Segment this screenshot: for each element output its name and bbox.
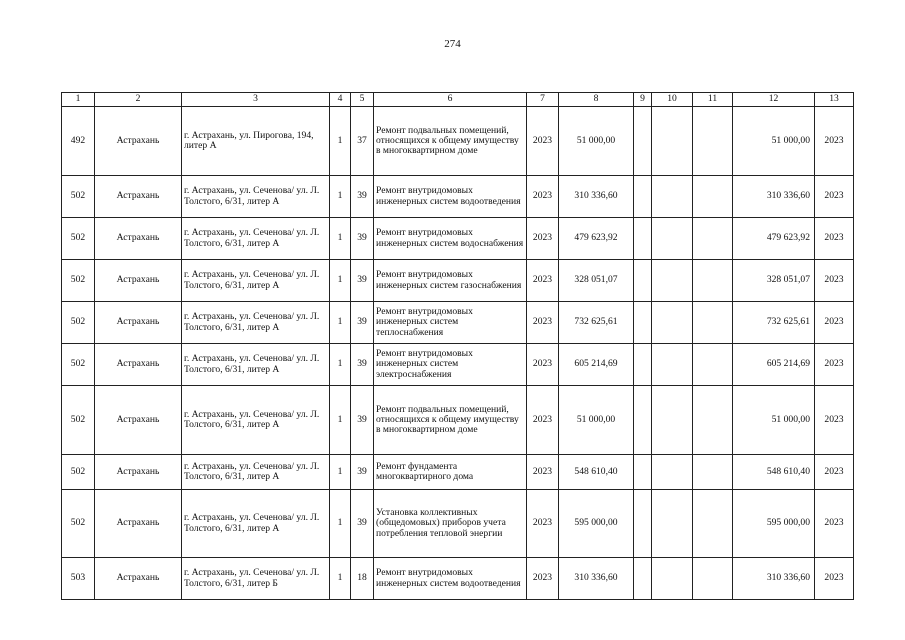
cell-city: Астрахань [95, 344, 182, 386]
cell-col4: 1 [330, 386, 351, 455]
cell-year: 2023 [527, 558, 559, 600]
cell-total: 548 610,40 [733, 455, 815, 490]
cell-work-type: Ремонт внутридомовых инженерных систем водоснабжения [374, 218, 527, 260]
cell-col10 [652, 107, 693, 176]
cell-address: г. Астрахань, ул. Сеченова/ ул. Л. Толстого, 6/31, литер Б [182, 558, 330, 600]
column-header: 12 [733, 93, 815, 107]
cell-year: 2023 [527, 260, 559, 302]
cell-address: г. Астрахань, ул. Сеченова/ ул. Л. Толстого, 6/31, литер А [182, 218, 330, 260]
cell-col4: 1 [330, 176, 351, 218]
cell-col10 [652, 558, 693, 600]
cell-col11 [693, 386, 733, 455]
column-header: 7 [527, 93, 559, 107]
cell-total: 310 336,60 [733, 558, 815, 600]
cell-col9 [634, 302, 652, 344]
cell-number: 502 [62, 302, 95, 344]
cell-total: 479 623,92 [733, 218, 815, 260]
cell-col10 [652, 490, 693, 558]
cell-amount: 51 000,00 [559, 107, 634, 176]
cell-col5: 39 [351, 455, 374, 490]
cell-total: 595 000,00 [733, 490, 815, 558]
column-header: 10 [652, 93, 693, 107]
column-header: 11 [693, 93, 733, 107]
cell-col5: 39 [351, 490, 374, 558]
cell-amount: 595 000,00 [559, 490, 634, 558]
cell-work-type: Ремонт внутридомовых инженерных систем водоотведения [374, 176, 527, 218]
cell-work-type: Ремонт внутридомовых инженерных систем водоотведения [374, 558, 527, 600]
column-header: 13 [815, 93, 854, 107]
cell-number: 502 [62, 176, 95, 218]
cell-number: 503 [62, 558, 95, 600]
cell-total: 732 625,61 [733, 302, 815, 344]
cell-work-type: Установка коллективных (общедомовых) приборов учета потребления тепловой энергии [374, 490, 527, 558]
cell-work-type: Ремонт внутридомовых инженерных систем теплоснабжения [374, 302, 527, 344]
cell-col4: 1 [330, 558, 351, 600]
cell-col5: 39 [351, 344, 374, 386]
cell-year-end: 2023 [815, 344, 854, 386]
cell-col10 [652, 344, 693, 386]
cell-work-type: Ремонт внутридомовых инженерных систем электроснабжения [374, 344, 527, 386]
cell-city: Астрахань [95, 386, 182, 455]
column-header: 8 [559, 93, 634, 107]
cell-number: 492 [62, 107, 95, 176]
cell-col9 [634, 558, 652, 600]
table-row [62, 107, 854, 176]
cell-city: Астрахань [95, 302, 182, 344]
table-row [62, 176, 854, 218]
cell-col10 [652, 218, 693, 260]
cell-year-end: 2023 [815, 386, 854, 455]
cell-col9 [634, 176, 652, 218]
table-row [62, 302, 854, 344]
cell-address: г. Астрахань, ул. Сеченова/ ул. Л. Толстого, 6/31, литер А [182, 260, 330, 302]
cell-address: г. Астрахань, ул. Сеченова/ ул. Л. Толстого, 6/31, литер А [182, 344, 330, 386]
cell-city: Астрахань [95, 558, 182, 600]
cell-work-type: Ремонт подвальных помещений, относящихся к общему имуществу в многоквартирном доме [374, 107, 527, 176]
cell-col11 [693, 260, 733, 302]
cell-year-end: 2023 [815, 302, 854, 344]
cell-work-type: Ремонт подвальных помещений, относящихся к общему имуществу в многоквартирном доме [374, 386, 527, 455]
cell-col5: 39 [351, 176, 374, 218]
cell-col4: 1 [330, 344, 351, 386]
cell-col5: 37 [351, 107, 374, 176]
cell-address: г. Астрахань, ул. Сеченова/ ул. Л. Толстого, 6/31, литер А [182, 455, 330, 490]
cell-number: 502 [62, 218, 95, 260]
cell-col9 [634, 455, 652, 490]
cell-col11 [693, 218, 733, 260]
cell-col10 [652, 260, 693, 302]
table-row [62, 455, 854, 490]
cell-number: 502 [62, 344, 95, 386]
cell-col9 [634, 344, 652, 386]
cell-number: 502 [62, 260, 95, 302]
table-row [62, 490, 854, 558]
cell-year-end: 2023 [815, 490, 854, 558]
column-header: 5 [351, 93, 374, 107]
cell-year: 2023 [527, 455, 559, 490]
table-row [62, 344, 854, 386]
cell-city: Астрахань [95, 260, 182, 302]
cell-col5: 39 [351, 218, 374, 260]
cell-year: 2023 [527, 302, 559, 344]
header-row [62, 93, 854, 107]
cell-col11 [693, 490, 733, 558]
cell-amount: 548 610,40 [559, 455, 634, 490]
cell-col10 [652, 302, 693, 344]
cell-year: 2023 [527, 218, 559, 260]
cell-col9 [634, 490, 652, 558]
cell-address: г. Астрахань, ул. Сеченова/ ул. Л. Толстого, 6/31, литер А [182, 176, 330, 218]
cell-year: 2023 [527, 176, 559, 218]
cell-year-end: 2023 [815, 218, 854, 260]
cell-col11 [693, 344, 733, 386]
cell-col4: 1 [330, 490, 351, 558]
cell-amount: 732 625,61 [559, 302, 634, 344]
cell-city: Астрахань [95, 490, 182, 558]
cell-total: 328 051,07 [733, 260, 815, 302]
cell-col5: 39 [351, 386, 374, 455]
cell-year: 2023 [527, 490, 559, 558]
cell-address: г. Астрахань, ул. Сеченова/ ул. Л. Толстого, 6/31, литер А [182, 302, 330, 344]
cell-work-type: Ремонт фундамента многоквартирного дома [374, 455, 527, 490]
cell-col4: 1 [330, 107, 351, 176]
column-header: 1 [62, 93, 95, 107]
cell-col9 [634, 218, 652, 260]
cell-col9 [634, 260, 652, 302]
table-row [62, 218, 854, 260]
cell-city: Астрахань [95, 218, 182, 260]
cell-year-end: 2023 [815, 107, 854, 176]
cell-amount: 328 051,07 [559, 260, 634, 302]
column-header: 3 [182, 93, 330, 107]
cell-work-type: Ремонт внутридомовых инженерных систем газоснабжения [374, 260, 527, 302]
cell-col11 [693, 176, 733, 218]
works-table [61, 92, 854, 600]
cell-amount: 51 000,00 [559, 386, 634, 455]
cell-col9 [634, 386, 652, 455]
cell-city: Астрахань [95, 176, 182, 218]
cell-year-end: 2023 [815, 176, 854, 218]
cell-col4: 1 [330, 455, 351, 490]
cell-col10 [652, 386, 693, 455]
cell-total: 310 336,60 [733, 176, 815, 218]
cell-year-end: 2023 [815, 558, 854, 600]
cell-col4: 1 [330, 302, 351, 344]
table-row [62, 386, 854, 455]
cell-col10 [652, 176, 693, 218]
cell-city: Астрахань [95, 455, 182, 490]
cell-city: Астрахань [95, 107, 182, 176]
cell-amount: 605 214,69 [559, 344, 634, 386]
cell-col9 [634, 107, 652, 176]
column-header: 6 [374, 93, 527, 107]
cell-col10 [652, 455, 693, 490]
cell-total: 51 000,00 [733, 107, 815, 176]
cell-col11 [693, 302, 733, 344]
cell-address: г. Астрахань, ул. Пирогова, 194, литер А [182, 107, 330, 176]
cell-col11 [693, 558, 733, 600]
column-header: 2 [95, 93, 182, 107]
cell-amount: 310 336,60 [559, 558, 634, 600]
table-row [62, 260, 854, 302]
column-header: 9 [634, 93, 652, 107]
cell-number: 502 [62, 455, 95, 490]
cell-number: 502 [62, 490, 95, 558]
cell-year-end: 2023 [815, 260, 854, 302]
cell-col5: 18 [351, 558, 374, 600]
cell-col5: 39 [351, 260, 374, 302]
cell-col4: 1 [330, 260, 351, 302]
cell-total: 51 000,00 [733, 386, 815, 455]
cell-number: 502 [62, 386, 95, 455]
cell-col11 [693, 107, 733, 176]
cell-col11 [693, 455, 733, 490]
cell-year-end: 2023 [815, 455, 854, 490]
cell-year: 2023 [527, 344, 559, 386]
cell-col5: 39 [351, 302, 374, 344]
cell-amount: 310 336,60 [559, 176, 634, 218]
cell-year: 2023 [527, 386, 559, 455]
cell-amount: 479 623,92 [559, 218, 634, 260]
cell-address: г. Астрахань, ул. Сеченова/ ул. Л. Толстого, 6/31, литер А [182, 386, 330, 455]
column-header: 4 [330, 93, 351, 107]
page-number: 274 [444, 38, 461, 50]
cell-year: 2023 [527, 107, 559, 176]
table-row [62, 558, 854, 600]
cell-col4: 1 [330, 218, 351, 260]
cell-address: г. Астрахань, ул. Сеченова/ ул. Л. Толстого, 6/31, литер А [182, 490, 330, 558]
cell-total: 605 214,69 [733, 344, 815, 386]
